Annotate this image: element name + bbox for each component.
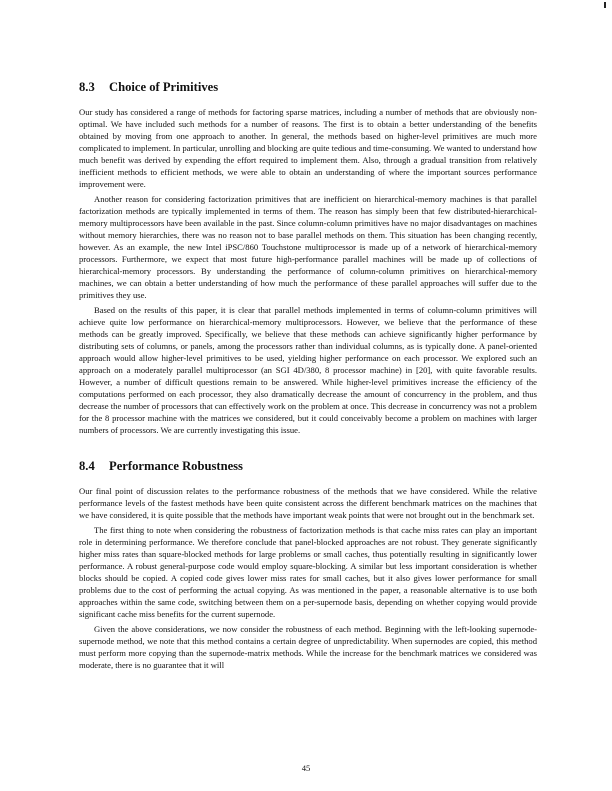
paragraph: Based on the results of this paper, it is clear that parallel methods implemented in terms of column-column primitives will achieve quite low performance on hierarchical-memory multiprocessors. However, we believe that the performance of these methods can be greatly improved. Specifically, we believe that these methods can achieve significantly higher performance by distributing sets of columns, or panels, among the processors rather than individual columns, as is typically done. A panel-oriented approach would allow higher-level primitives to be used, yielding higher performance on each processor. We explored such an approach on a moderately parallel multiprocessor (an SGI 4D/380, 8 processor machine) in [20], with quite favorable results. However, a number of difficult questions remain to be answered. While higher-level primitives increase the efficiency of the computations performed on each processor, they also dramatically decrease the amount of concurrency in the problem, and thus decrease the number of processors that can effectively work on the problem at once. This decrease in concurrency was not a problem for the 8 processor machine with the matrices we considered, but it could conceivably become a problem on machines with larger numbers of processors. We are currently investigating this issue. <box>79 305 537 435</box>
section-8-3 <box>79 79 537 437</box>
paragraph: Given the above considerations, we now consider the robustness of each method. Beginning with the left-looking supernode-supernode method, we note that this method contains a certain degree of unpredictability. When supernodes are copied, this method must perform more copying than the supernode-matrix methods. While the increase for the benchmark matrices we considered was moderate, there is no guarantee that it will <box>79 624 537 671</box>
section-heading <box>79 458 537 474</box>
scan-edge-mark <box>604 2 606 8</box>
section-title: Choice of Primitives <box>109 80 219 94</box>
paragraph: Our final point of discussion relates to the performance robustness of the methods that we have considered. While the relative performance levels of the fastest methods have been quite consistent across the different benchmark matrices on the machines that we have considered, it is quite possible that the methods have important weak points that were not brought out in the benchmark set. <box>79 485 537 520</box>
section-number: 8.4 <box>79 458 95 473</box>
section-8-4 <box>79 458 537 672</box>
section-heading <box>79 79 537 95</box>
page-body <box>79 79 537 676</box>
section-title: Performance Robustness <box>109 458 243 473</box>
section-number: 8.3 <box>79 80 95 94</box>
page-number: 45 <box>301 763 311 773</box>
paragraph: Our study has considered a range of methods for factoring sparse matrices, including a number of methods that are obviously non-optimal. We have included such methods for a number of reasons. The first is to obtain a better understanding of the benefits obtained by moving from one approach to another. In general, the methods based on higher-level primitives are much more complicated to implement. In particular, unrolling and blocking are quite tedious and time-consuming. We wanted to understand how much benefit was derived by expending the effort required to implement them. Also, through a gradual transition from relatively inefficient methods to efficient methods, we were able to obtain an understanding of where the important sources performance improvement were. <box>79 107 537 189</box>
paragraph: The first thing to note when considering the robustness of factorization methods is that cache miss rates can play an important role in determining performance. We therefore conclude that panel-blocked approaches are not robust. They generate significantly higher miss rates than square-blocked methods for large problems or small caches, thus potentially resulting in significantly lower performance. A robust general-purpose code would employ square-blocking. A similar but less important consideration is whether blocks should be copied. A copied code gives lower miss rates for small caches, but it also gives lower performance for small problems due to the cost of performing the actual copying. As was mentioned in the paper, a reasonable alternative is to use both approaches within the same code, switching between them on a per-supernode basis, depending on whether copying would provide significant cache miss benefits for the current supernode. <box>79 525 537 619</box>
paragraph: Another reason for considering factorization primitives that are inefficient on hierarchical-memory machines is that parallel factorization methods are typically implemented in terms of them. The reason has simply been that few distributed-hierarchical-memory multiprocessors have been available in the past. Since column-column primitives have no major disadvantages on machines without memory hierarchies, there was no reason not to base parallel methods on them. This situation has been changing recently, however. As an example, the new Intel iPSC/860 Touchstone multiprocessor is made up of a network of hierarchical-memory processors. Furthermore, we expect that most future high-performance parallel machines will be made up of collections of hierarchical-memory processors. By understanding the performance of column-column primitives on hierarchical-memory machines, we can obtain a better understanding of how much the performance of these parallel approaches will suffer due to the primitives they use. <box>79 194 537 300</box>
